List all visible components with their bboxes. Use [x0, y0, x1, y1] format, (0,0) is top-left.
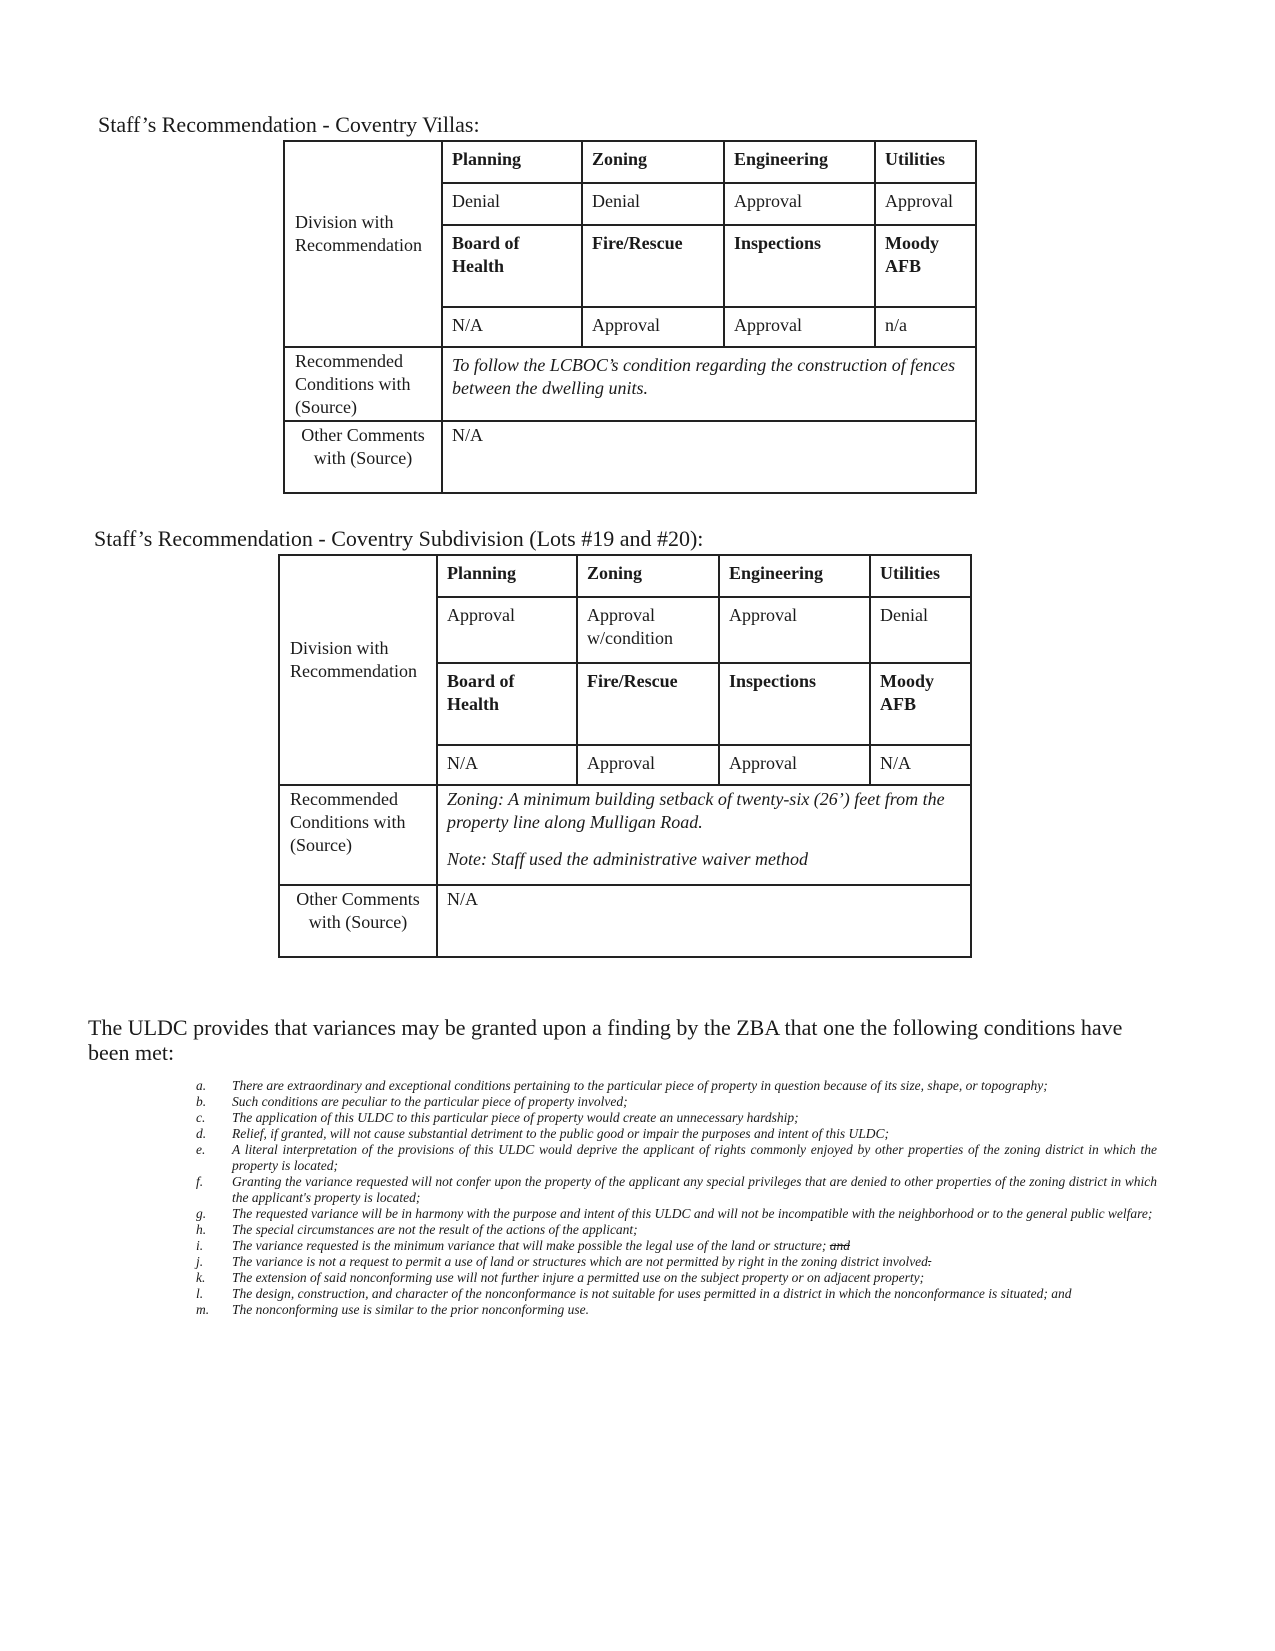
subdivision-value-fire-rescue: Approval [577, 745, 719, 785]
subdivision-comments-label: Other Comments with (Source) [279, 885, 437, 957]
villas-comments-text: N/A [442, 421, 976, 493]
subdivision-header-inspections: Inspections [719, 663, 870, 745]
criteria-struck-text: . [927, 1254, 932, 1269]
criteria-letter: d. [196, 1126, 207, 1141]
villas-conditions-text: To follow the LCBOC’s condition regarding the construction of fences between the dwelling units. [442, 347, 976, 421]
villas-header-engineering: Engineering [724, 141, 875, 183]
villas-value-fire-rescue: Approval [582, 307, 724, 347]
criteria-letter: l. [196, 1286, 204, 1301]
criteria-text: The nonconforming use is similar to the prior nonconforming use. [232, 1302, 589, 1317]
subdivision-header-zoning: Zoning [577, 555, 719, 597]
villas-value-inspections: Approval [724, 307, 875, 347]
criteria-letter: e. [196, 1142, 206, 1157]
subdivision-division-label: Division with Recommendation [279, 555, 437, 785]
criteria-item-m [0, 1302, 1275, 1318]
subdivision-value-engineering: Approval [719, 597, 870, 663]
villas-header-planning: Planning [442, 141, 582, 183]
subdivision-conditions-cell [437, 785, 971, 885]
villas-value-utilities: Approval [875, 183, 976, 225]
subdivision-value-utilities: Denial [870, 597, 971, 663]
criteria-letter: k. [196, 1270, 206, 1285]
villas-value-moody-afb: n/a [875, 307, 976, 347]
uldc-intro-paragraph: The ULDC provides that variances may be granted upon a finding by the ZBA that one the following conditions have been met: [88, 1015, 1123, 1065]
subdivision-header-fire-rescue: Fire/Rescue [577, 663, 719, 745]
subdivision-conditions-note: Note: Staff used the administrative waiver method [447, 849, 808, 869]
criteria-text: Such conditions are peculiar to the particular piece of property involved; [232, 1094, 628, 1109]
criteria-text: The application of this ULDC to this particular piece of property would create an unnecessary hardship; [232, 1110, 799, 1125]
subdivision-value-moody-afb: N/A [870, 745, 971, 785]
criteria-letter: g. [196, 1206, 207, 1221]
criteria-item-k [0, 1270, 1275, 1286]
criteria-text: The design, construction, and character of the nonconformance is not suitable for uses permitted in a district in which the nonconformance is situated; and [232, 1286, 1072, 1301]
criteria-text: The special circumstances are not the result of the actions of the applicant; [232, 1222, 638, 1237]
villas-conditions-label: Recommended Conditions with (Source) [284, 347, 442, 421]
criteria-letter: c. [196, 1110, 206, 1125]
criteria-text-with-strike [232, 1254, 1157, 1270]
criteria-text: Granting the variance requested will not confer upon the property of the applicant any special privileges that are denied to other properties of the zoning district in which the applicant's property is located; [232, 1174, 1157, 1205]
subdivision-conditions-text: Zoning: A minimum building setback of twenty-six (26’) feet from the property line along Mulligan Road. [447, 789, 945, 832]
subdivision-value-zoning: Approval w/condition [577, 597, 719, 663]
criteria-item-l [0, 1286, 1275, 1302]
criteria-item-g [0, 1206, 1275, 1222]
subdivision-conditions-label: Recommended Conditions with (Source) [279, 785, 437, 885]
criteria-letter: a. [196, 1078, 207, 1093]
villas-header-moody-afb: Moody AFB [875, 225, 976, 307]
criteria-letter: i. [196, 1238, 204, 1253]
criteria-letter: f. [196, 1174, 204, 1189]
subdivision-header-planning: Planning [437, 555, 577, 597]
villas-header-inspections: Inspections [724, 225, 875, 307]
criteria-item-h [0, 1222, 1275, 1238]
villas-division-label: Division with Recommendation [284, 141, 442, 347]
criteria-item-e [0, 1142, 1275, 1174]
criteria-text: A literal interpretation of the provisions of this ULDC would deprive the applicant of rights commonly enjoyed by other properties of the zoning district in which the property is located; [232, 1142, 1157, 1173]
villas-title: Staff’s Recommendation - Coventry Villas: [98, 112, 480, 137]
villas-value-planning: Denial [442, 183, 582, 225]
criteria-item-j [0, 1254, 1275, 1270]
criteria-text: The extension of said nonconforming use will not further injure a permitted use on the subject property or on adjacent property; [232, 1270, 925, 1285]
subdivision-comments-text: N/A [437, 885, 971, 957]
criteria-item-a [0, 1078, 1275, 1094]
criteria-text: The variance is not a request to permit a use of land or structures which are not permitted by right in the zoning district involved [232, 1254, 928, 1269]
subdivision-header-engineering: Engineering [719, 555, 870, 597]
criteria-letter: j. [196, 1254, 204, 1269]
criteria-letter: m. [196, 1302, 210, 1317]
villas-value-engineering: Approval [724, 183, 875, 225]
subdivision-value-board-of-health: N/A [437, 745, 577, 785]
criteria-struck-text: and [829, 1238, 851, 1253]
villas-header-utilities: Utilities [875, 141, 976, 183]
subdivision-header-utilities: Utilities [870, 555, 971, 597]
subdivision-title: Staff’s Recommendation - Coventry Subdivision (Lots #19 and #20): [94, 526, 704, 551]
criteria-item-b [0, 1094, 1275, 1110]
villas-recommendation-table [283, 140, 977, 494]
criteria-text-with-strike [232, 1238, 1157, 1254]
criteria-letter: b. [196, 1094, 207, 1109]
villas-value-zoning: Denial [582, 183, 724, 225]
subdivision-recommendation-table [278, 554, 972, 958]
villas-header-fire-rescue: Fire/Rescue [582, 225, 724, 307]
villas-comments-label: Other Comments with (Source) [284, 421, 442, 493]
criteria-text: The requested variance will be in harmony with the purpose and intent of this ULDC and will not be incompatible with the neighborhood or to the general public welfare; [232, 1206, 1153, 1221]
villas-value-board-of-health: N/A [442, 307, 582, 347]
villas-header-zoning: Zoning [582, 141, 724, 183]
variance-criteria-list [0, 1078, 1275, 1318]
subdivision-header-board-of-health: Board of Health [437, 663, 577, 745]
villas-header-board-of-health: Board of Health [442, 225, 582, 307]
criteria-item-f [0, 1174, 1275, 1206]
criteria-text: The variance requested is the minimum variance that will make possible the legal use of the land or structure; [232, 1238, 827, 1253]
criteria-text: Relief, if granted, will not cause substantial detriment to the public good or impair the purposes and intent of this ULDC; [232, 1126, 889, 1141]
subdivision-header-moody-afb: Moody AFB [870, 663, 971, 745]
criteria-letter: h. [196, 1222, 207, 1237]
criteria-text: There are extraordinary and exceptional conditions pertaining to the particular piece of property in question because of its size, shape, or topography; [232, 1078, 1048, 1093]
subdivision-value-inspections: Approval [719, 745, 870, 785]
criteria-item-d [0, 1126, 1275, 1142]
criteria-item-i [0, 1238, 1275, 1254]
subdivision-value-planning: Approval [437, 597, 577, 663]
criteria-item-c [0, 1110, 1275, 1126]
